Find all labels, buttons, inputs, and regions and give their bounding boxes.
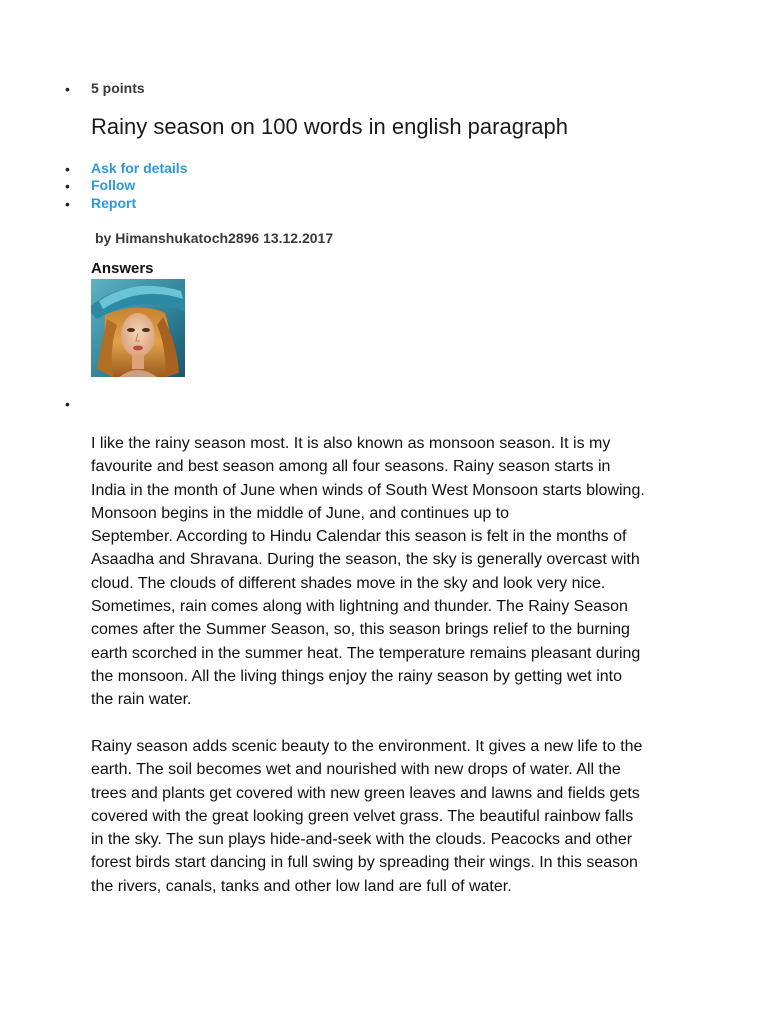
bullet-follow: •	[65, 178, 70, 194]
report-link[interactable]: Report	[91, 195, 137, 211]
ask-for-details-link[interactable]: Ask for details	[91, 160, 188, 176]
answer-line: trees and plants get covered with new green leaves and lawns and fields gets	[91, 784, 640, 802]
answer-line: in the sky. The sun plays hide-and-seek with the clouds. Peacocks and other	[91, 831, 633, 849]
bullet-points: •	[65, 81, 70, 97]
question-title: Rainy season on 100 words in english paragraph	[91, 114, 568, 139]
bullet-ask-for-details: •	[65, 161, 70, 177]
answer-line: Sometimes, rain comes along with lightning and thunder. The Rainy Season	[91, 598, 628, 616]
answer-line: Monsoon begins in the middle of June, and continues up to	[91, 504, 510, 522]
answer-line: forest birds start dancing in full swing by spreading their wings. In this season	[91, 854, 638, 872]
question-byline: by Himanshukatoch2896 13.12.2017	[95, 230, 334, 246]
answer-line: the rivers, canals, tanks and other low land are full of water.	[91, 877, 512, 895]
answer-line: covered with the great looking green velvet grass. The beautiful rainbow falls	[91, 807, 634, 825]
answer-line: earth. The soil becomes wet and nourished with new drops of water. All the	[91, 761, 621, 779]
answer-line: the rain water.	[91, 691, 192, 709]
answer-line: favourite and best season among all four seasons. Rainy season starts in	[91, 458, 611, 476]
answer-paragraph-2	[91, 735, 691, 898]
answerer-avatar-icon	[91, 279, 185, 377]
bullet-answer: •	[65, 396, 70, 412]
follow-link[interactable]: Follow	[91, 177, 136, 193]
answers-heading: Answers	[91, 260, 154, 277]
answer-line: September. According to Hindu Calendar this season is felt in the months of	[91, 528, 627, 546]
answer-line: Asaadha and Shravana. During the season, the sky is generally overcast with	[91, 551, 640, 569]
answer-line: India in the month of June when winds of South West Monsoon starts blowing.	[91, 481, 645, 499]
answer-line: Rainy season adds scenic beauty to the environment. It gives a new life to the	[91, 738, 643, 755]
answer-line: I like the rainy season most. It is also known as monsoon season. It is my	[91, 435, 611, 452]
bullet-report: •	[65, 196, 70, 212]
points-label: 5 points	[91, 80, 145, 96]
answer-line: comes after the Summer Season, so, this season brings relief to the burning	[91, 621, 630, 639]
answer-line: the monsoon. All the living things enjoy the rainy season by getting wet into	[91, 667, 622, 685]
answer-line: cloud. The clouds of different shades move in the sky and look very nice.	[91, 574, 606, 592]
answer-line: earth scorched in the summer heat. The temperature remains pleasant during	[91, 644, 641, 662]
answer-paragraph-1	[91, 432, 691, 712]
